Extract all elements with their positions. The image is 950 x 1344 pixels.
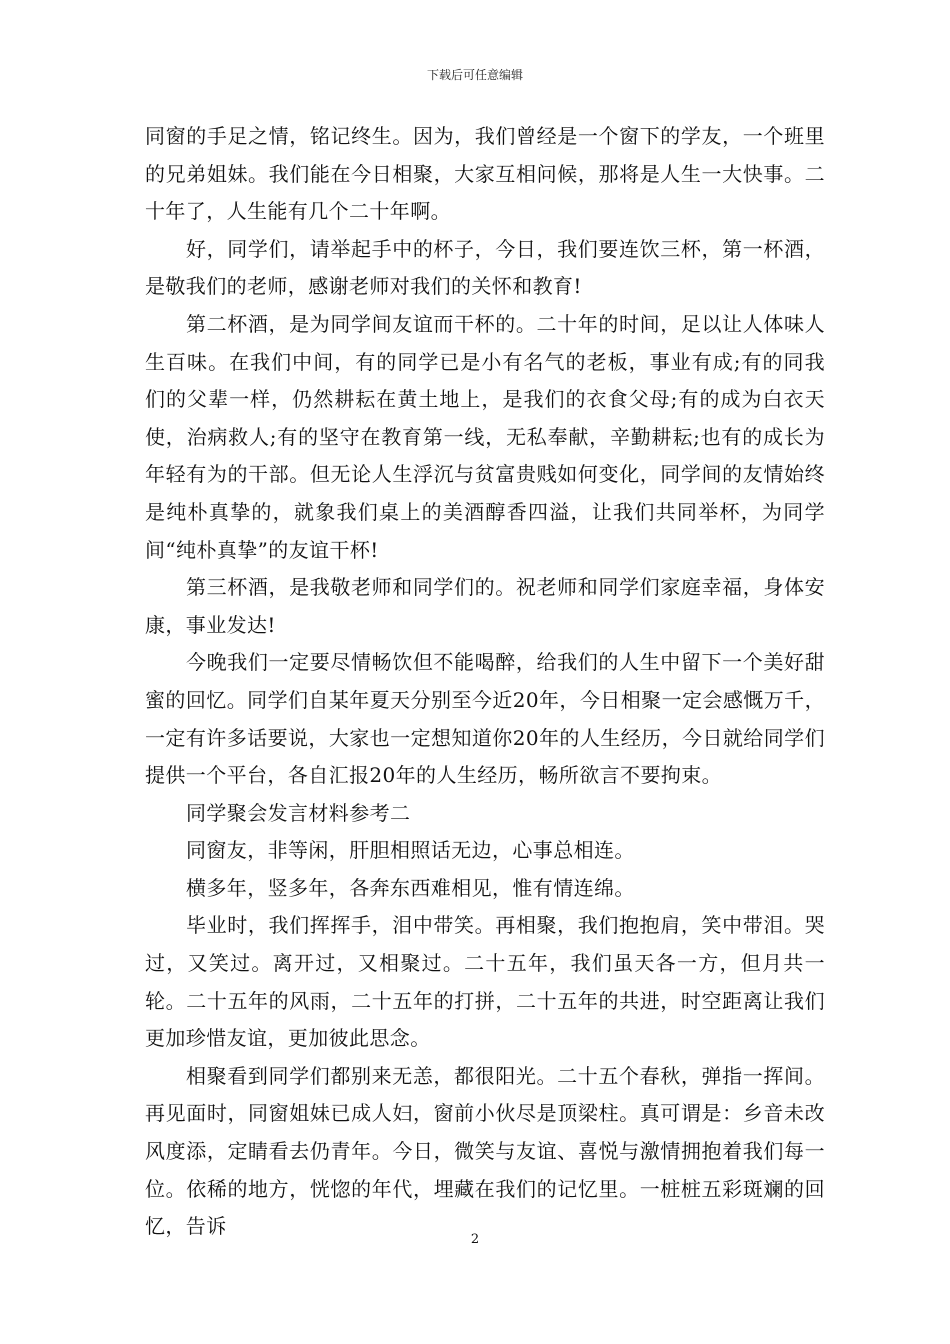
paragraph-4: 第三杯酒，是我敬老师和同学们的。祝老师和同学们家庭幸福，身体安康，事业发达! (145, 575, 825, 637)
paragraph-1: 同窗的手足之情，铭记终生。因为，我们曾经是一个窗下的学友，一个班里的兄弟姐妹。我们能在今日相聚，大家互相问候，那将是人生一大快事。二十年了，人生能有几个二十年啊。 (145, 124, 825, 224)
section-heading: 同学聚会发言材料参考二 (186, 800, 411, 825)
paragraph-9: 毕业时，我们挥挥手，泪中带笑。再相聚，我们抱抱肩，笑中带泪。哭过，又笑过。离开过，又相聚过。二十五年，我们虽天各一方，但月共一轮。二十五年的风雨，二十五年的打拼，二十五年的共进，时空距离让我们更加珍惜友谊，更加彼此思念。 (145, 913, 825, 1051)
paragraph-10: 相聚看到同学们都别来无恙，都很阳光。二十五个春秋，弹指一挥间。再见面时，同窗姐妹已成人妇，窗前小伙尽是顶梁柱。真可谓是：乡音未改风度添，定睛看去仍青年。今日，微笑与友谊、喜悦与激情拥抱着我们每一位。依稀的地方，恍惚的年代，埋藏在我们的记忆里。一桩桩五彩斑斓的回忆，告诉 (145, 1063, 825, 1239)
page-header: 下载后可任意编辑 (426, 68, 523, 82)
paragraph-3: 第二杯酒，是为同学间友谊而干杯的。二十年的时间，足以让人体味人生百味。在我们中间，有的同学已是小有名气的老板，事业有成;有的同我们的父辈一样，仍然耕耘在黄土地上，是我们的衣食父母;有的成为白衣天使，治病救人;有的坚守在教育第一线，无私奉献，辛勤耕耘;也有的成长为年轻有为的干部。但无论人生浮沉与贫富贵贱如何变化，同学间的友情始终是纯朴真挚的，就象我们桌上的美酒醇香四溢，让我们共同举杯，为同学间“纯朴真挚”的友谊干杯! (145, 311, 825, 562)
paragraph-2: 好，同学们，请举起手中的杯子，今日，我们要连饮三杯，第一杯酒，是敬我们的老师，感谢老师对我们的关怀和教育! (145, 236, 825, 299)
paragraph-8: 横多年，竖多年，各奔东西难相见，惟有情连绵。 (186, 875, 635, 900)
paragraph-7: 同窗友，非等闲，肝胆相照话无边，心事总相连。 (186, 838, 635, 863)
paragraph-5: 今晚我们一定要尽情畅饮但不能喝醉，给我们的人生中留下一个美好甜蜜的回忆。同学们自某年夏天分别至今近20年，今日相聚一定会感慨万千，一定有许多话要说，大家也一定想知道你20年的人生经历，今日就给同学们提供一个平台，各自汇报20年的人生经历，畅所欲言不要拘束。 (145, 650, 825, 788)
document-body (145, 118, 825, 1246)
page-number: 2 (470, 1232, 480, 1247)
